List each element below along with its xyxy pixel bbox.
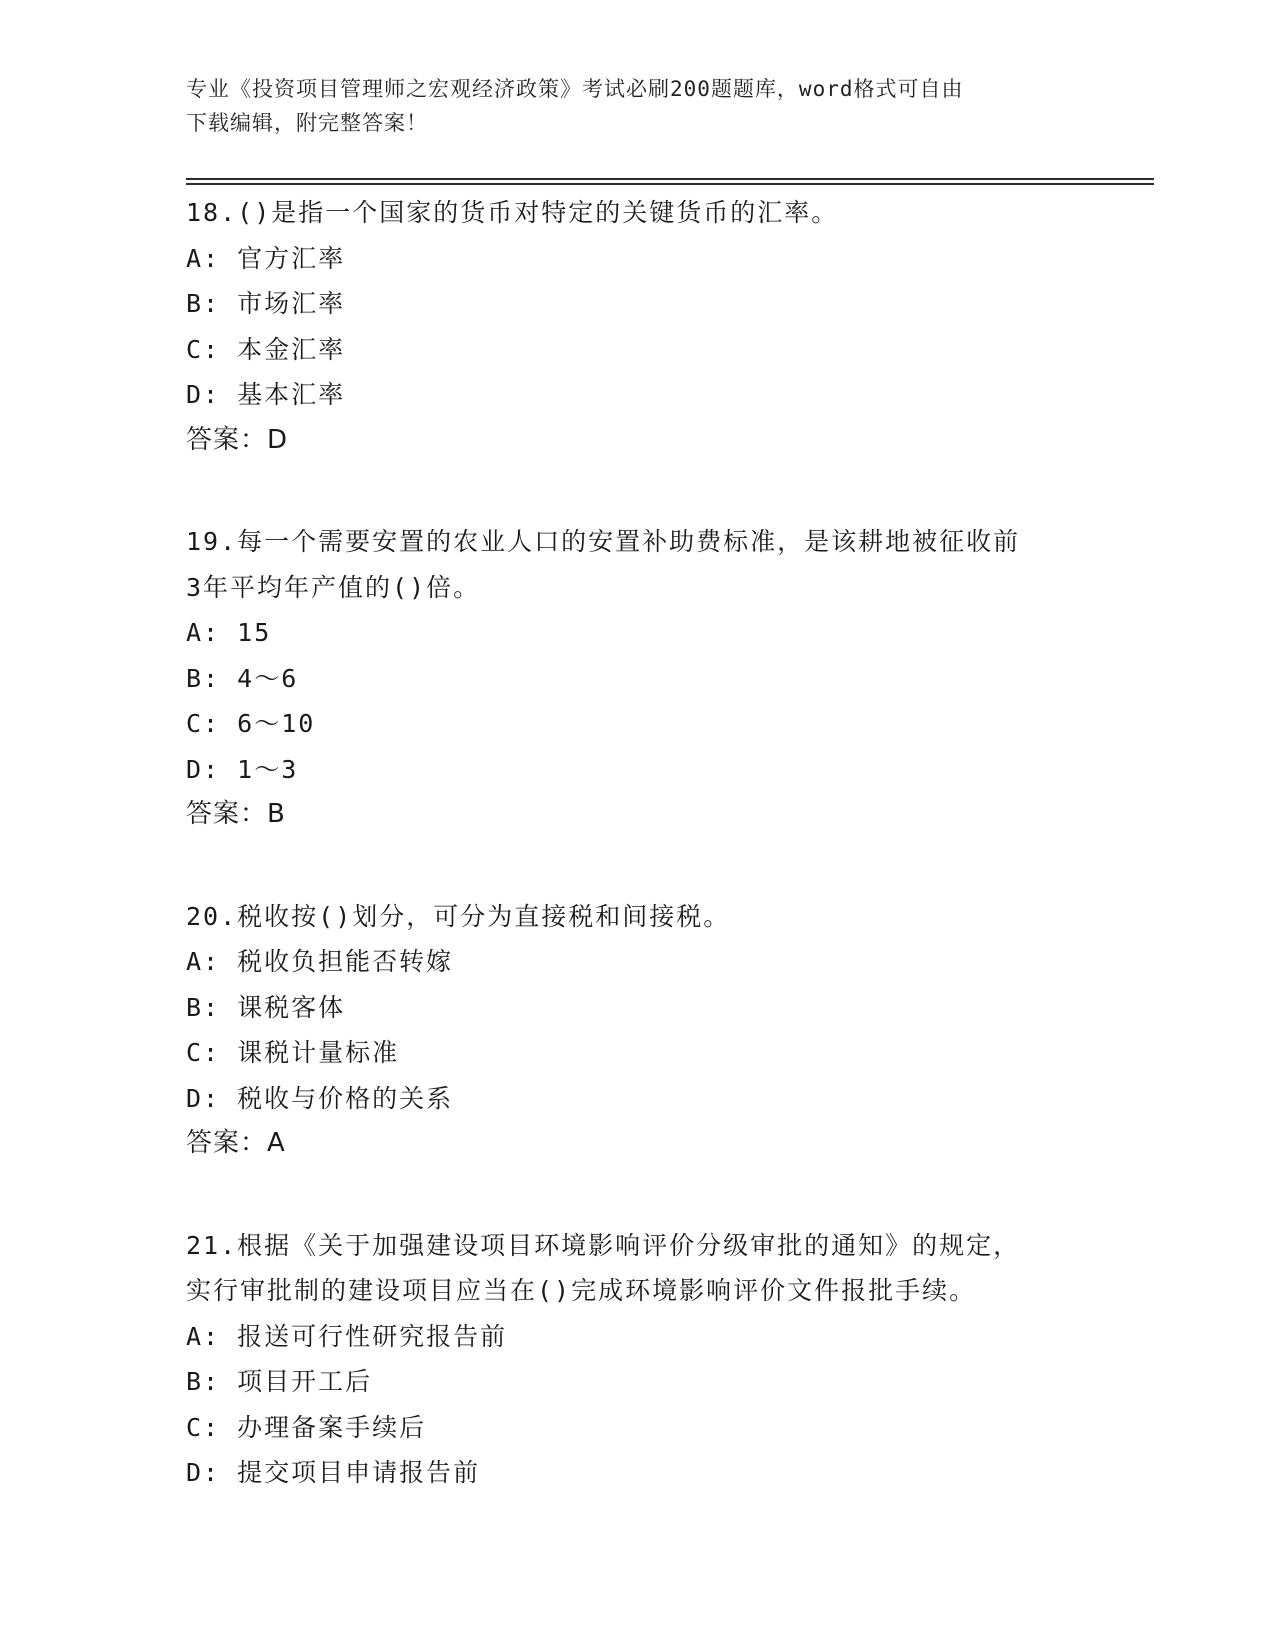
header-line-1: 专业《投资项目管理师之宏观经济政策》考试必刷200题题库，word格式可自由 [186,77,964,101]
answer: 答案：D [186,424,289,455]
question-text-continued: 3年平均年产值的()倍。 [186,572,481,602]
option-a: A: 报送可行性研究报告前 [186,1321,508,1351]
option-b: B: 4～6 [186,663,299,693]
option-b: B: 市场汇率 [186,289,346,318]
question-21 [186,1223,1086,1496]
option-a: A: 税收负担能否转嫁 [186,947,454,976]
question-19 [186,519,1086,838]
option-d: D: 提交项目申请报告前 [186,1458,481,1487]
question-list [186,190,1086,1552]
option-b: B: 课税客体 [186,992,346,1022]
option-d: D: 基本汇率 [186,380,346,409]
header-line-2: 下载编辑，附完整答案！ [186,111,428,135]
option-d: D: 1～3 [186,754,299,784]
question-text: 19.每一个需要安置的农业人口的安置补助费标准，是该耕地被征收前 [186,527,1021,556]
question-text: 20.税收按()划分，可分为直接税和间接税。 [186,901,731,931]
document-header [186,72,1086,140]
option-c: C: 本金汇率 [186,334,346,364]
option-a: A: 15 [186,618,272,647]
question-text-continued: 实行审批制的建设项目应当在()完成环境影响评价文件报批手续。 [186,1276,977,1305]
header-divider-top [186,178,1154,180]
option-b: B: 项目开工后 [186,1367,373,1396]
option-a: A: 官方汇率 [186,243,346,273]
question-text: 18.()是指一个国家的货币对特定的关键货币的汇率。 [186,198,839,227]
option-d: D: 税收与价格的关系 [186,1083,454,1113]
question-text: 21.根据《关于加强建设项目环境影响评价分级审批的通知》的规定， [186,1230,1021,1260]
option-c: C: 办理备案手续后 [186,1412,427,1442]
option-c: C: 课税计量标准 [186,1038,400,1067]
answer: 答案：B [186,799,286,829]
answer: 答案：A [186,1128,286,1158]
question-20 [186,894,1086,1167]
question-18 [186,190,1086,463]
header-divider-bottom [186,183,1154,185]
option-c: C: 6～10 [186,709,316,738]
